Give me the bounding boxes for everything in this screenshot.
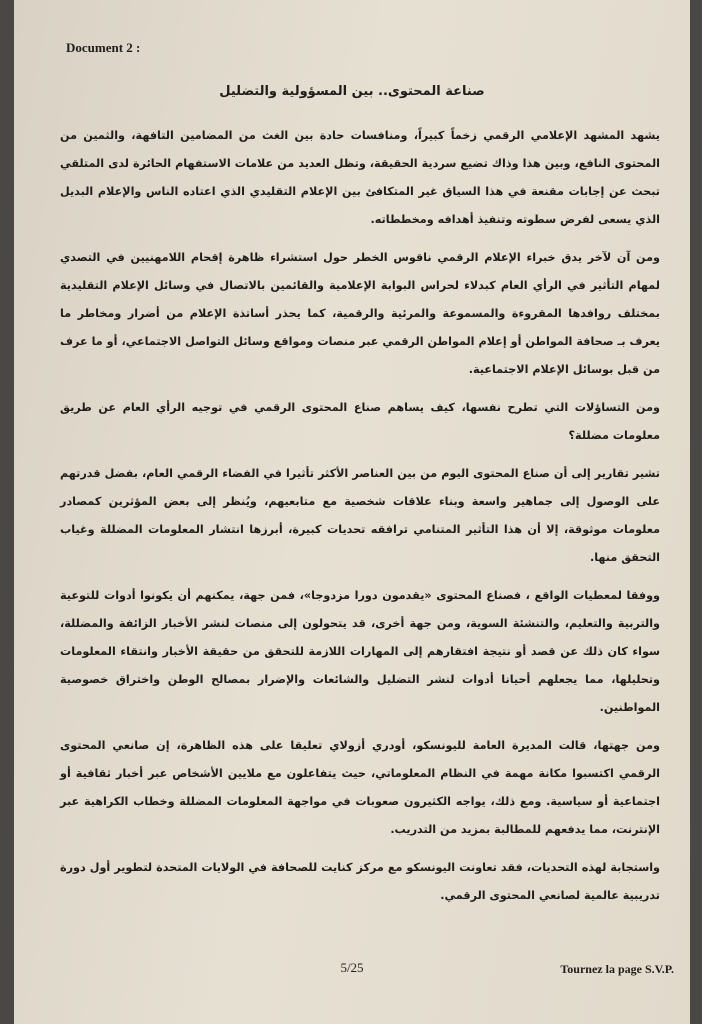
paragraph: واستجابة لهذه التحديات، فقد تعاونت اليونسكو مع مركز كنايت للصحافة في الولايات المتحدة لتطوير أول دورة تدريبية عالمية لصانعي المحتوى الرقمي. — [60, 861, 660, 902]
document-page — [14, 0, 690, 1024]
paragraph: ومن آن لآخر يدق خبراء الإعلام الرقمي ناقوس الخطر حول استشراء ظاهرة إقحام اللامهنيين في التصدي لمهام التأثير في الرأي العام كبدلاء لحراس البوابة الإعلامية والقائمين بالاتصال في وسائل الإعلام التقليدية بمختلف روافدها المقروءة والمسموعة والمرئية والرقمية، كما يحذر أساتذة الإعلام من أضرار ومخاطر ما يعرف بـ صحافة المواطن أو إعلام المواطن الرقمي عبر منصات ومواقع وسائل التواصل الاجتماعي، أو ما عرف من قبل بوسائل الإعلام الاجتماعية. — [60, 251, 660, 376]
paragraph: تشير تقارير إلى أن صناع المحتوى اليوم من بين العناصر الأكثر تأثيرا في الفضاء الرقمي العام، بفضل قدرتهم على الوصول إلى جماهير واسعة وبناء علاقات شخصية مع متابعيهم، ويُنظر إلى بعض المؤثرين كمصادر معلومات موثوقة، إلا أن هذا التأثير المتنامي ترافقه تحديات كبيرة، أبرزها انتشار المعلومات المضللة وغياب التحقق منها. — [60, 467, 660, 564]
document-body — [60, 122, 660, 920]
paragraph: ومن جهتها، قالت المديرة العامة لليونسكو، أودري أزولاي تعليقا على هذه الظاهرة، إن صانعي المحتوى الرقمي اكتسبوا مكانة مهمة في النظام المعلوماتي، حيث يتفاعلون مع ملايين الأشخاص عبر أخبار ثقافية أو اجتماعية أو سياسية. ومع ذلك، يواجه الكثيرون صعوبات في مواجهة المعلومات المضللة وخطاب الكراهية عبر الإنترنت، مما يدفعهم للمطالبة بمزيد من التدريب. — [60, 739, 660, 836]
turn-page-note: Tournez la page S.V.P. — [560, 962, 674, 976]
document-title: صناعة المحتوى.. بين المسؤولية والتضليل — [219, 84, 485, 99]
document-label: Document 2 : — [66, 40, 141, 55]
paragraph: يشهد المشهد الإعلامي الرقمي زخماً كبيراً، ومنافسات حادة بين الغث من المضامين التافهة، والثمين من المحتوى النافع، وبين هذا وذاك تضيع سردية الحقيقة، وتظل العديد من علامات الاستفهام الحائرة لدى المتلقي تبحث عن إجابات مقنعة في هذا السياق غير المتكافئ بين الإعلام التقليدي الذي اعتاده الناس والإعلام البديل الذي يسعى لفرض سطوته وتنفيذ أهدافه ومخططاته. — [60, 129, 660, 226]
paragraph: ووفقا لمعطيات الواقع ، فصناع المحتوى «يقدمون دورا مزدوجا»، فمن جهة، يمكنهم أن يكونوا أدوات للتوعية والتربية والتعليم، والتنشئة السوية، ومن جهة أخرى، قد يتحولون إلى منصات لنشر الأخبار الزائفة والمضللة، سواء كان ذلك عن قصد أو نتيجة افتقارهم إلى المهارات اللازمة للتحقق من حقيقة الأخبار وانتقاء المعلومات وتحليلها، مما يجعلهم أحيانا أدوات لنشر التضليل والشائعات والإضرار بمصالح الوطن واختراق خصوصية المواطنين. — [60, 589, 660, 714]
paragraph: ومن التساؤلات التي تطرح نفسها، كيف يساهم صناع المحتوى الرقمي في توجيه الرأي العام عن طريق معلومات مضللة؟ — [60, 401, 660, 442]
page-number: 5/25 — [340, 960, 364, 975]
